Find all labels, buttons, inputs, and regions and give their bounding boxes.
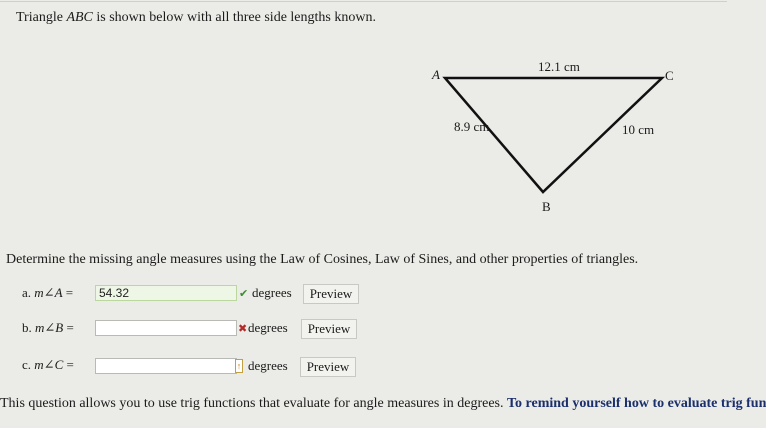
vertex-label-c: C <box>665 68 674 83</box>
side-label-ac: 12.1 cm <box>538 59 580 74</box>
preview-button-c[interactable]: Preview <box>300 357 356 377</box>
intro-suffix: is shown below with all three side lengths known. <box>92 10 376 25</box>
instructions: Determine the missing angle measures using the Law of Cosines, Law of Sines, and other properties of triangles. <box>6 252 639 267</box>
preview-button-a[interactable]: Preview <box>303 284 359 304</box>
part-b-label: b. m ∠ B = <box>22 320 74 335</box>
side-label-bc: 10 cm <box>622 122 655 137</box>
preview-button-b[interactable]: Preview <box>301 319 357 339</box>
part-c-letter: c. <box>22 357 32 372</box>
part-a-label: a. m ∠ A = <box>22 285 74 300</box>
part-b-unit: degrees <box>248 320 288 335</box>
part-a-angle: A <box>54 285 63 300</box>
part-a-letter: a. <box>22 285 32 300</box>
incorrect-x-icon: ✖ <box>238 323 248 335</box>
side-label-ab: 8.9 cm <box>454 119 490 134</box>
part-b-letter: b. <box>22 320 32 335</box>
angle-c-input[interactable] <box>95 358 237 374</box>
vertex-label-b: B <box>542 199 551 214</box>
angle-a-input[interactable]: 54.32 <box>95 285 237 301</box>
angle-b-input[interactable] <box>95 320 237 336</box>
trig-note <box>0 396 766 412</box>
vertex-label-a: A <box>432 67 440 82</box>
correct-check-icon: ✔ <box>239 288 249 300</box>
intro-prefix: Triangle <box>16 10 67 25</box>
part-c-angle: C <box>54 357 64 372</box>
part-b-angle: B <box>55 320 64 335</box>
part-a-unit: degrees <box>252 285 292 300</box>
note-link[interactable]: To remind yourself how to evaluate trig fun <box>506 396 766 411</box>
triangle-name: ABC <box>66 10 93 25</box>
part-c-label: c. m ∠ C = <box>22 357 74 372</box>
note-text: This question allows you to use trig functions that evaluate for angle measures in degrees. <box>0 396 507 411</box>
part-c-unit: degrees <box>248 358 288 373</box>
input-cursor-icon: ↑ <box>236 361 242 371</box>
